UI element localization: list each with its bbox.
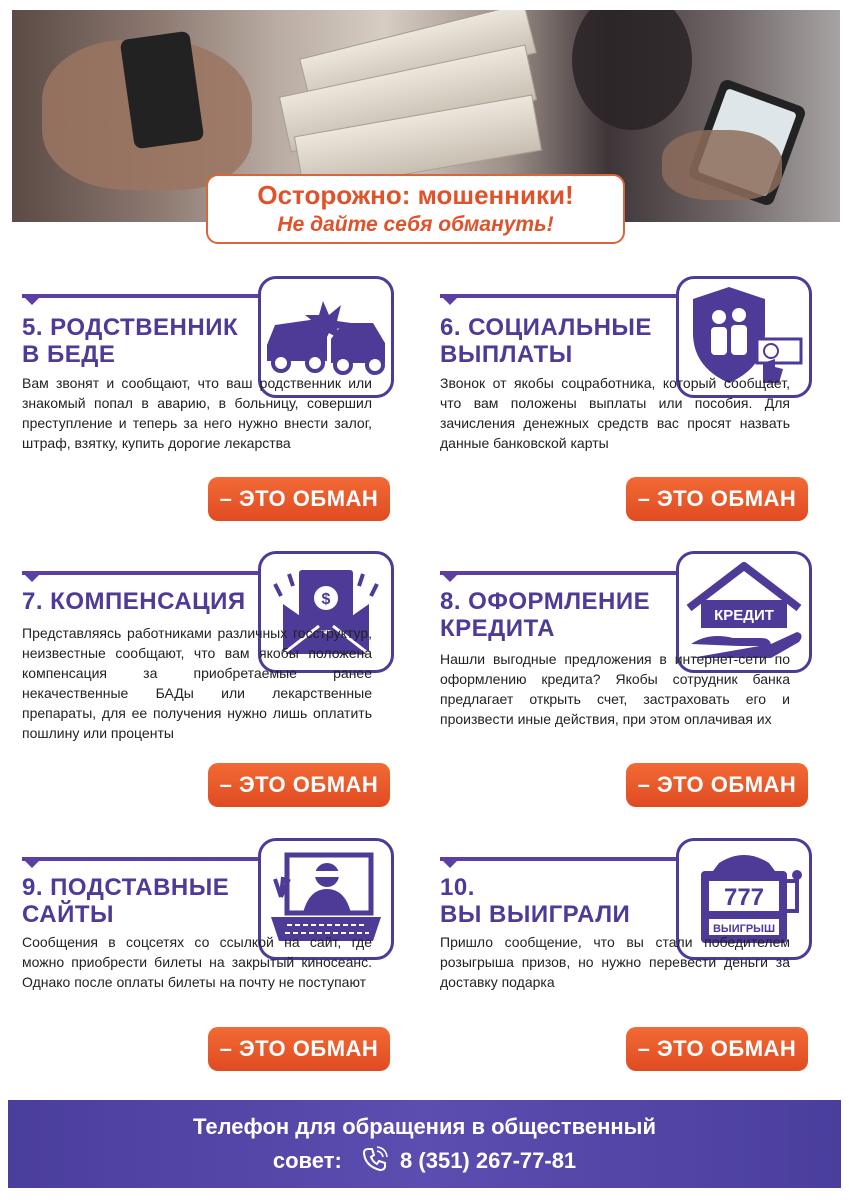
- phone-shape: [120, 31, 205, 150]
- fraud-badge: – ЭТО ОБМАН: [208, 763, 390, 807]
- hooded-figure: [572, 10, 692, 130]
- card-title-line1: 5. РОДСТВЕННИК: [22, 314, 239, 341]
- card-title-line2: В БЕДЕ: [22, 341, 116, 368]
- footer-line1: Телефон для обращения в общественный: [193, 1114, 656, 1139]
- card-title-line1: 6. СОЦИАЛЬНЫЕ: [440, 314, 652, 341]
- credit-label: КРЕДИТ: [714, 607, 774, 624]
- fraud-badge: – ЭТО ОБМАН: [626, 763, 808, 807]
- card-description: Пришло сообщение, что вы стали победителем розыгрыша призов, но нужно перевести деньги за доставку подарка: [440, 934, 790, 990]
- phone-number[interactable]: 8 (351) 267-77-81: [400, 1148, 577, 1173]
- card-title-line2: ВЫ ВЫИГРАЛИ: [440, 901, 631, 928]
- slot-label: ВЫИГРЫШ: [712, 923, 776, 935]
- card-title-line2: САЙТЫ: [22, 901, 114, 928]
- card-title-line1: 9. ПОДСТАВНЫЕ: [22, 874, 230, 901]
- hand-shape: [662, 130, 782, 200]
- card-title-line2: КРЕДИТА: [440, 615, 555, 642]
- warning-banner: [206, 174, 625, 244]
- footer-prefix: совет:: [272, 1148, 342, 1173]
- contact-footer: [8, 1100, 841, 1188]
- card-description: Сообщения в соцсетях со ссылкой на сайт, где можно приобрести билеты на закрытый киносеанс. Однако после оплаты билеты на почту не поступают: [22, 934, 372, 990]
- banner-title: Осторожно: мошенники!: [257, 180, 574, 210]
- card-title-line1: 10.: [440, 874, 475, 901]
- card-title-line2: ВЫПЛАТЫ: [440, 341, 573, 368]
- card-title-line1: 8. ОФОРМЛЕНИЕ: [440, 588, 651, 615]
- card-description: Представляясь работниками различных госструктур, неизвестные сообщают, что вам якобы положена компенсация за приобретаемые ранее некачественные БАДы или лекарственные препараты, для ее получения нужно лишь оплатить пошлину или проценты: [22, 625, 372, 741]
- banner-subtitle: Не дайте себя обмануть!: [277, 213, 554, 236]
- card-description: Звонок от якобы соцработника, который сообщает, что вам положены выплаты или пособия. Для зачисления денежных средств вас просят назвать данные банковской карты: [440, 375, 790, 451]
- svg-text:$: $: [321, 591, 331, 608]
- fraud-badge: – ЭТО ОБМАН: [626, 1027, 808, 1071]
- fraud-badge: – ЭТО ОБМАН: [208, 1027, 390, 1071]
- slot-digits: 777: [723, 884, 765, 911]
- card-description: Нашли выгодные предложения в интернет-сети по оформлению кредита? Якобы сотрудник банка предлагает открыть счет, застраховать его и произвести иные действия, при этом оплачивая их: [440, 651, 790, 727]
- fraud-badge: – ЭТО ОБМАН: [208, 477, 390, 521]
- phone-icon: [362, 1146, 388, 1178]
- card-title-line1: 7. КОМПЕНСАЦИЯ: [22, 588, 246, 615]
- fraud-badge: – ЭТО ОБМАН: [626, 477, 808, 521]
- footer-line2: [8, 1146, 841, 1178]
- card-description: Вам звонят и сообщают, что ваш родственник или знакомый попал в аварию, в больницу, совершил преступление и теперь за него нужно внести залог, штраф, взятку, купить дорогие лекарства: [22, 375, 372, 451]
